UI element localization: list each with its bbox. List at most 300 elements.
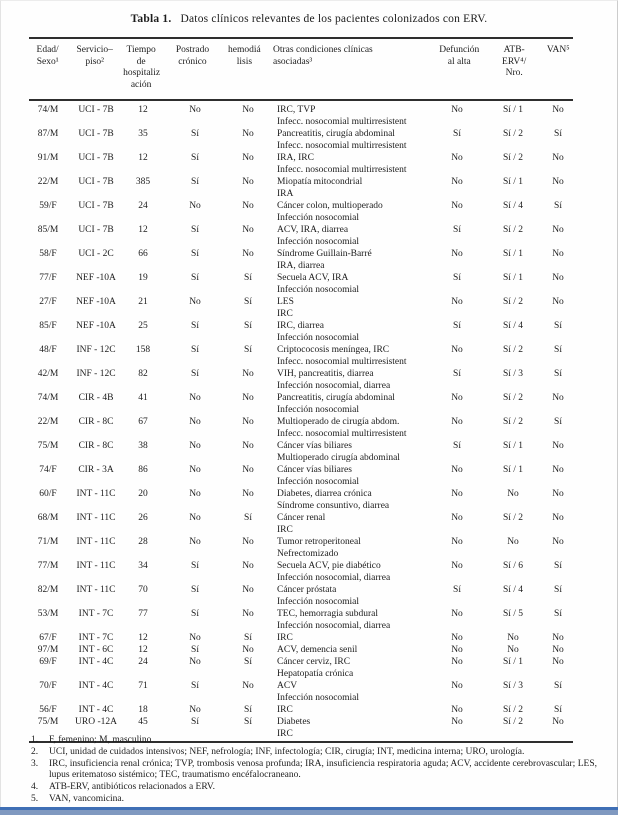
cell-atb_erv: Sí / 2: [502, 717, 524, 727]
cell-atb_erv: No: [507, 537, 519, 547]
cell-van: No: [552, 633, 564, 643]
cell-servicio_piso: UCI - 7B: [78, 225, 114, 235]
cell-condiciones: [267, 128, 431, 152]
cell-servicio_piso: NEF -10A: [76, 273, 116, 283]
cell-atb_erv: Sí / 2: [502, 393, 524, 403]
cell-tiempo: 77: [138, 609, 148, 619]
cell-servicio_piso: CIR - 3A: [78, 465, 114, 475]
cell-edad_sexo: 67/F: [39, 633, 57, 643]
cell-atb_erv: Sí / 1: [502, 465, 524, 475]
cell-hemodialisis: No: [242, 585, 254, 595]
cell-edad_sexo: 71/M: [37, 537, 59, 547]
cell-edad_sexo: 82/M: [37, 585, 59, 595]
footnote-item: [31, 794, 597, 806]
cell-van: No: [552, 393, 564, 403]
condition-line: Multioperado de cirugía abdom.: [277, 417, 400, 427]
cell-defuncion_al_alta: No: [451, 465, 463, 475]
cell-defuncion_al_alta: No: [451, 513, 463, 523]
condition-line: IRC, TVP: [277, 105, 316, 115]
cell-defuncion_al_alta: Sí: [453, 225, 461, 235]
cell-postrado: Sí: [191, 717, 199, 727]
column-header-line: Servicio–: [76, 45, 113, 55]
condition-line: ACV: [277, 681, 298, 691]
cell-defuncion_al_alta: No: [451, 201, 463, 211]
table-row: [29, 632, 573, 644]
table-row: [29, 656, 573, 680]
cell-hemodialisis: No: [242, 249, 254, 259]
cell-postrado: No: [189, 105, 201, 115]
table-row: [29, 224, 573, 248]
cell-hemodialisis: No: [242, 369, 254, 379]
cell-defuncion_al_alta: No: [451, 681, 463, 691]
cell-hemodialisis: No: [242, 441, 254, 451]
cell-atb_erv: Sí / 2: [502, 345, 524, 355]
column-header-line: hospitaliz: [123, 68, 161, 78]
cell-atb_erv: Sí / 1: [502, 657, 524, 667]
condition-line: Hepatopatía crónica: [277, 669, 354, 679]
cell-defuncion_al_alta: No: [451, 489, 463, 499]
table-header-row: [29, 37, 573, 101]
table-row: [29, 608, 573, 632]
cell-condiciones: [267, 644, 431, 656]
cell-edad_sexo: 74/M: [37, 393, 59, 403]
table-row: [29, 152, 573, 176]
cell-condiciones: [267, 656, 431, 680]
cell-defuncion_al_alta: Sí: [453, 369, 461, 379]
cell-edad_sexo: 87/M: [37, 129, 59, 139]
cell-atb_erv: Sí / 2: [502, 153, 524, 163]
cell-hemodialisis: Sí: [244, 705, 252, 715]
cell-postrado: No: [189, 393, 201, 403]
cell-edad_sexo: 53/M: [37, 609, 59, 619]
cell-van: No: [552, 645, 564, 655]
cell-servicio_piso: NEF -10A: [76, 321, 116, 331]
column-header-line: Edad/: [36, 45, 59, 55]
condition-line: ACV, IRA, diarrea: [277, 225, 349, 235]
cell-van: Sí: [554, 369, 562, 379]
table-row: [29, 248, 573, 272]
condition-line: Cáncer próstata: [277, 585, 337, 595]
cell-postrado: Sí: [191, 273, 199, 283]
condition-line: IRC: [277, 525, 293, 535]
condition-line: IRC: [277, 705, 293, 715]
condition-line: IRC: [277, 729, 293, 739]
cell-defuncion_al_alta: No: [451, 153, 463, 163]
cell-servicio_piso: INT - 7C: [78, 633, 114, 643]
column-header-line: Tiempo de: [126, 45, 156, 67]
cell-hemodialisis: No: [242, 561, 254, 571]
cell-hemodialisis: No: [242, 489, 254, 499]
cell-defuncion_al_alta: No: [451, 297, 463, 307]
table-row: [29, 200, 573, 224]
footnote-number: 4.: [31, 782, 39, 793]
footnote-number: 5.: [31, 793, 39, 804]
cell-postrado: Sí: [191, 225, 199, 235]
cell-edad_sexo: 70/F: [39, 681, 57, 691]
cell-edad_sexo: 77/F: [39, 273, 57, 283]
cell-tiempo: 67: [138, 417, 148, 427]
cell-servicio_piso: INT - 11C: [76, 489, 116, 499]
cell-hemodialisis: No: [242, 465, 254, 475]
cell-tiempo: 18: [138, 705, 148, 715]
cell-postrado: Sí: [191, 177, 199, 187]
cell-defuncion_al_alta: No: [451, 705, 463, 715]
cell-tiempo: 385: [135, 177, 151, 187]
table-row: [29, 104, 573, 128]
footnote-number: 1.: [31, 735, 39, 745]
cell-condiciones: [267, 584, 431, 608]
cell-servicio_piso: UCI - 7B: [78, 153, 114, 163]
condition-line: Criptococosis meníngea, IRC: [277, 345, 390, 355]
condition-line: Secuela ACV, IRA: [277, 273, 349, 283]
cell-van: Sí: [554, 705, 562, 715]
cell-hemodialisis: No: [242, 105, 254, 115]
condition-line: Diabetes, diarrea crónica: [277, 489, 372, 499]
cell-van: No: [552, 297, 564, 307]
cell-van: Sí: [554, 681, 562, 691]
cell-van: Sí: [554, 345, 562, 355]
footnote-item: [31, 782, 597, 794]
cell-edad_sexo: 42/M: [37, 369, 59, 379]
cell-servicio_piso: INT - 7C: [78, 609, 114, 619]
cell-servicio_piso: INT - 4C: [78, 681, 114, 691]
cell-van: No: [552, 249, 564, 259]
condition-line: IRC: [277, 633, 293, 643]
cell-postrado: Sí: [191, 645, 199, 655]
cell-postrado: Sí: [191, 129, 199, 139]
cell-postrado: Sí: [191, 585, 199, 595]
cell-hemodialisis: No: [242, 645, 254, 655]
cell-hemodialisis: Sí: [244, 717, 252, 727]
cell-tiempo: 20: [138, 489, 148, 499]
cell-postrado: No: [189, 441, 201, 451]
condition-line: IRC: [277, 309, 293, 319]
cell-servicio_piso: CIR - 4B: [78, 393, 114, 403]
cell-hemodialisis: No: [242, 393, 254, 403]
cell-atb_erv: No: [507, 645, 519, 655]
cell-defuncion_al_alta: No: [451, 633, 463, 643]
cell-postrado: Sí: [191, 681, 199, 691]
cell-edad_sexo: 27/F: [39, 297, 57, 307]
cell-van: Sí: [554, 201, 562, 211]
cell-atb_erv: Sí / 2: [502, 129, 524, 139]
cell-atb_erv: Sí / 5: [502, 609, 524, 619]
scrollbar-fill: [0, 810, 618, 815]
cell-edad_sexo: 74/M: [37, 105, 59, 115]
cell-hemodialisis: No: [242, 177, 254, 187]
table-row: [29, 704, 573, 716]
column-header-line: Otras condiciones clínicas: [273, 45, 373, 55]
cell-hemodialisis: Sí: [244, 321, 252, 331]
cell-postrado: No: [189, 513, 201, 523]
cell-defuncion_al_alta: No: [451, 717, 463, 727]
column-header-line: Sexo¹: [36, 56, 59, 67]
condition-line: Cáncer colon, multioperado: [277, 201, 383, 211]
cell-tiempo: 25: [138, 321, 148, 331]
cell-van: No: [552, 273, 564, 283]
cell-van: No: [552, 441, 564, 451]
condition-line: Cáncer vías biliares: [277, 465, 352, 475]
cell-hemodialisis: Sí: [244, 513, 252, 523]
cell-condiciones: [267, 416, 431, 440]
condition-line: Infecc. nosocomial multirresistent: [277, 357, 407, 367]
cell-servicio_piso: INT - 11C: [76, 513, 116, 523]
cell-postrado: No: [189, 417, 201, 427]
column-header-servicio_piso: [66, 45, 123, 68]
cell-condiciones: [267, 440, 431, 464]
cell-condiciones: [267, 224, 431, 248]
cell-tiempo: 35: [138, 129, 148, 139]
condition-line: IRA, IRC: [277, 153, 314, 163]
cell-hemodialisis: No: [242, 201, 254, 211]
cell-condiciones: [267, 560, 431, 584]
footnote-text: VAN, vancomicina.: [49, 793, 125, 804]
condition-line: Diabetes: [277, 717, 311, 727]
cell-condiciones: [267, 608, 431, 632]
cell-atb_erv: Sí / 4: [502, 585, 524, 595]
cell-tiempo: 71: [138, 681, 148, 691]
cell-servicio_piso: INT - 11C: [76, 585, 116, 595]
cell-atb_erv: Sí / 6: [502, 561, 524, 571]
cell-atb_erv: Sí / 2: [502, 513, 524, 523]
cell-atb_erv: Sí / 1: [502, 177, 524, 187]
cell-atb_erv: Sí / 1: [502, 441, 524, 451]
cell-condiciones: [267, 632, 431, 644]
cell-edad_sexo: 85/M: [37, 225, 59, 235]
cell-postrado: No: [189, 465, 201, 475]
cell-van: No: [552, 105, 564, 115]
column-header-line: al alta: [447, 56, 471, 67]
cell-hemodialisis: Sí: [244, 345, 252, 355]
cell-atb_erv: Sí / 2: [502, 417, 524, 427]
cell-atb_erv: Sí / 1: [502, 249, 524, 259]
cell-hemodialisis: No: [242, 681, 254, 691]
cell-tiempo: 26: [138, 513, 148, 523]
table-row: [29, 176, 573, 200]
cell-atb_erv: No: [507, 489, 519, 499]
cell-atb_erv: Sí / 4: [502, 321, 524, 331]
cell-van: No: [552, 537, 564, 547]
cell-hemodialisis: Sí: [244, 657, 252, 667]
column-header-line: VAN⁵: [546, 45, 570, 55]
table-row: [29, 440, 573, 464]
cell-edad_sexo: 74/F: [39, 465, 57, 475]
cell-postrado: No: [189, 537, 201, 547]
cell-postrado: No: [189, 489, 201, 499]
footnote-text: F, femenino; M, masculino: [49, 735, 152, 745]
cell-tiempo: 41: [138, 393, 148, 403]
condition-line: Infección nosocomial: [277, 333, 360, 343]
cell-atb_erv: Sí / 1: [502, 105, 524, 115]
cell-defuncion_al_alta: No: [451, 537, 463, 547]
cell-postrado: No: [189, 657, 201, 667]
cell-defuncion_al_alta: No: [451, 561, 463, 571]
cell-postrado: No: [189, 297, 201, 307]
cell-condiciones: [267, 536, 431, 560]
cell-van: Sí: [554, 417, 562, 427]
column-header-line: ATB-: [503, 45, 525, 55]
footnote-text: ATB-ERV, antibióticos relacionados a ERV.: [49, 782, 215, 793]
column-header-hemodialisis: [226, 45, 263, 68]
condition-line: Tumor retroperitoneal: [277, 537, 361, 547]
cell-servicio_piso: UCI - 7B: [78, 105, 114, 115]
cell-condiciones: [267, 296, 431, 320]
cell-condiciones: [267, 488, 431, 512]
cell-atb_erv: Sí / 3: [502, 369, 524, 379]
cell-tiempo: 12: [138, 105, 148, 115]
column-header-defuncion_al_alta: [434, 45, 485, 68]
cell-hemodialisis: Sí: [244, 297, 252, 307]
cell-van: Sí: [554, 609, 562, 619]
cell-servicio_piso: UCI - 2C: [78, 249, 114, 259]
column-header-postrado: [159, 45, 226, 68]
table-row: [29, 344, 573, 368]
cell-postrado: No: [189, 201, 201, 211]
cell-edad_sexo: 22/M: [37, 417, 59, 427]
cell-tiempo: 45: [138, 717, 148, 727]
cell-condiciones: [267, 320, 431, 344]
cell-atb_erv: Sí / 2: [502, 225, 524, 235]
column-header-line: ERV⁴/: [502, 56, 527, 67]
condition-line: Infección nosocomial: [277, 405, 360, 415]
cell-edad_sexo: 60/F: [39, 489, 57, 499]
cell-van: No: [552, 153, 564, 163]
condition-line: IRA: [277, 189, 294, 199]
condition-line: IRC, diarrea: [277, 321, 324, 331]
cell-tiempo: 66: [138, 249, 148, 259]
table-row: [29, 272, 573, 296]
column-header-line: lisis: [236, 56, 253, 67]
cell-defuncion_al_alta: Sí: [453, 129, 461, 139]
condition-line: Cáncer cerviz, IRC: [277, 657, 351, 667]
cell-servicio_piso: INT - 11C: [76, 561, 116, 571]
table-row: [29, 320, 573, 344]
cell-tiempo: 12: [138, 225, 148, 235]
cell-tiempo: 24: [138, 657, 148, 667]
cell-tiempo: 19: [138, 273, 148, 283]
cell-van: No: [552, 513, 564, 523]
cell-condiciones: [267, 344, 431, 368]
table-row: [29, 560, 573, 584]
cell-tiempo: 34: [138, 561, 148, 571]
cell-edad_sexo: 85/F: [39, 321, 57, 331]
cell-edad_sexo: 75/M: [37, 441, 59, 451]
column-header-line: Postrado: [175, 45, 210, 55]
cell-servicio_piso: INT - 4C: [78, 657, 114, 667]
table-row: [29, 368, 573, 392]
cell-van: No: [552, 717, 564, 727]
cell-postrado: No: [189, 633, 201, 643]
cell-postrado: Sí: [191, 153, 199, 163]
cell-edad_sexo: 69/F: [39, 657, 57, 667]
table-body: [29, 101, 573, 743]
horizontal-scrollbar[interactable]: [0, 807, 618, 815]
cell-atb_erv: Sí / 4: [502, 201, 524, 211]
cell-condiciones: [267, 152, 431, 176]
condition-line: Infección nosocomial, diarrea: [277, 573, 391, 583]
column-header-line: Defunción: [439, 45, 480, 55]
condition-line: Infección nosocomial, diarrea: [277, 621, 391, 631]
condition-line: Infección nosocomial: [277, 597, 360, 607]
cell-servicio_piso: UCI - 7B: [78, 201, 114, 211]
table-title: [1, 13, 617, 25]
cell-van: No: [552, 177, 564, 187]
cell-hemodialisis: No: [242, 609, 254, 619]
condition-line: Infecc. nosocomial multirresistent: [277, 117, 407, 127]
cell-tiempo: 12: [138, 153, 148, 163]
condition-line: Secuela ACV, pie diabético: [277, 561, 381, 571]
cell-defuncion_al_alta: Sí: [453, 273, 461, 283]
cell-postrado: Sí: [191, 369, 199, 379]
cell-edad_sexo: 58/F: [39, 249, 57, 259]
column-header-line: Nro.: [505, 68, 523, 78]
condition-line: Pancreatitis, cirugía abdominal: [277, 393, 395, 403]
footnote-item: [31, 735, 597, 747]
cell-van: No: [552, 225, 564, 235]
cell-defuncion_al_alta: No: [451, 177, 463, 187]
condition-line: Nefrectomizado: [277, 549, 339, 559]
cell-postrado: Sí: [191, 321, 199, 331]
cell-defuncion_al_alta: No: [451, 249, 463, 259]
cell-tiempo: 70: [138, 585, 148, 595]
cell-atb_erv: Sí / 3: [502, 681, 524, 691]
condition-line: Multioperado cirugía abdominal: [277, 453, 400, 463]
cell-defuncion_al_alta: No: [451, 645, 463, 655]
cell-servicio_piso: NEF -10A: [76, 297, 116, 307]
column-header-line: piso²: [85, 56, 105, 67]
cell-defuncion_al_alta: No: [451, 105, 463, 115]
condition-line: Infección nosocomial, diarrea: [277, 381, 391, 391]
cell-servicio_piso: URO -12A: [75, 717, 117, 727]
table-title-label: Tabla 1.: [130, 13, 172, 25]
cell-servicio_piso: INT - 11C: [76, 537, 116, 547]
cell-edad_sexo: 77/M: [37, 561, 59, 571]
cell-edad_sexo: 75/M: [37, 717, 59, 727]
cell-condiciones: [267, 248, 431, 272]
condition-line: Infecc. nosocomial multirresistent: [277, 429, 407, 439]
cell-van: No: [552, 657, 564, 667]
condition-line: Síndrome Guillain-Barré: [277, 249, 372, 259]
cell-atb_erv: Sí / 1: [502, 273, 524, 283]
cell-van: Sí: [554, 561, 562, 571]
cell-hemodialisis: Sí: [244, 633, 252, 643]
cell-condiciones: [267, 368, 431, 392]
footnotes: [31, 735, 597, 806]
condition-line: ACV, demencia senil: [277, 645, 358, 655]
column-header-edad_sexo: [29, 45, 66, 68]
footnote-text: UCI, unidad de cuidados intensivos; NEF, nefrología; INF, infectología; CIR, cirugía; INT, medicina interna; URO, urología.: [49, 746, 525, 757]
table-row: [29, 644, 573, 656]
condition-line: Pancreatitis, cirugía abdominal: [277, 129, 395, 139]
cell-edad_sexo: 97/M: [37, 645, 59, 655]
cell-edad_sexo: 68/M: [37, 513, 59, 523]
cell-servicio_piso: INT - 6C: [78, 645, 114, 655]
condition-line: TEC, hemorragia subdural: [277, 609, 379, 619]
condition-line: Infecc. nosocomial multirresistent: [277, 141, 407, 151]
cell-postrado: Sí: [191, 345, 199, 355]
cell-van: Sí: [554, 129, 562, 139]
cell-defuncion_al_alta: Sí: [453, 321, 461, 331]
condition-line: Miopatía mitocondrial: [277, 177, 363, 187]
condition-line: Infección nosocomial: [277, 477, 360, 487]
table-row: [29, 536, 573, 560]
cell-van: Sí: [554, 321, 562, 331]
table-row: [29, 512, 573, 536]
column-header-line: ación: [130, 79, 152, 90]
cell-defuncion_al_alta: No: [451, 393, 463, 403]
cell-atb_erv: No: [507, 633, 519, 643]
cell-tiempo: 82: [138, 369, 148, 379]
